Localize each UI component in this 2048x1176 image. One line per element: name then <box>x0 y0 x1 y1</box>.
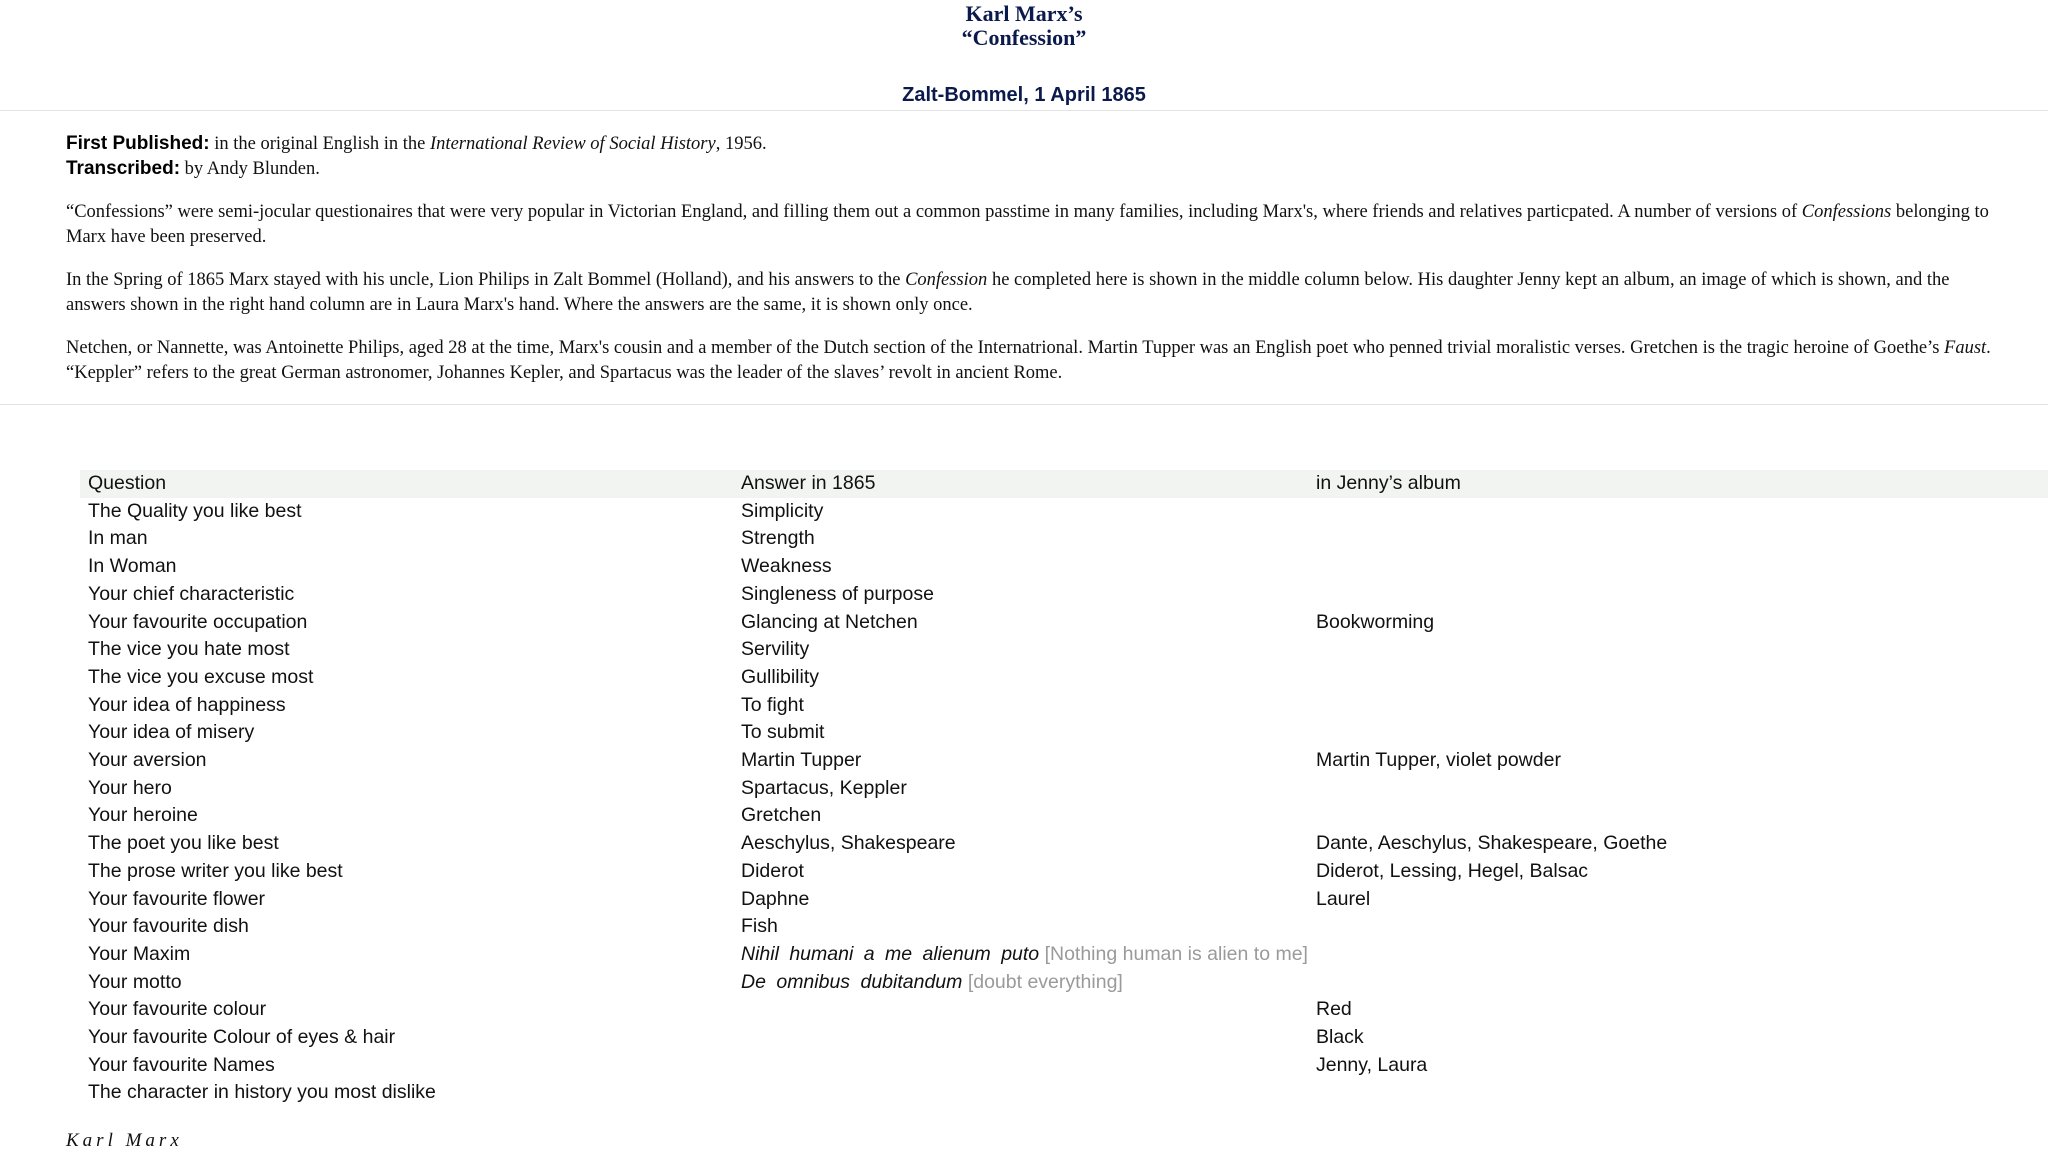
p2-text-c: he completed here is shown in the middle column below. His daughter Jenny kept an album, an image of which is shown, and the answers shown in the right hand column are in Laura Marx's hand. Where the answers are the same, it is shown only once. <box>66 270 1950 315</box>
question-cell: Your favourite occupation <box>88 610 308 633</box>
question-cell: Your aversion <box>88 749 207 772</box>
publication-info <box>66 131 2004 181</box>
author-signature: Karl Marx <box>66 1130 183 1151</box>
p1-text-a: “Confessions” were semi-jocular questionaires that were very popular in Victorian England, and filling them out a common passtime in many families, including Marx's, where friends and relatives particpated. A number of versions of <box>66 202 1798 222</box>
column-header-album: in Jenny’s album <box>1315 472 1461 494</box>
first-published-pre: in the original English in the <box>214 134 426 154</box>
answer-cell: Fish <box>741 915 778 938</box>
answer-cell: Weakness <box>741 555 832 578</box>
title-line-1: Karl Marx’s <box>965 1 1083 26</box>
answer-cell: To submit <box>741 721 825 744</box>
table-row <box>80 996 2048 1024</box>
question-cell: Your Maxim <box>88 942 191 965</box>
p2-text-b: Confession <box>905 270 988 290</box>
table-row <box>80 858 2048 886</box>
p3-text-a: Netchen, or Nannette, was Antoinette Philips, aged 28 at the time, Marx's cousin and a member of the Dutch section of the Internatrional. Martin Tupper was an English poet who penned trivial moralistic verses. Gretchen is the tragic heroine of Goethe’s <box>66 338 1940 358</box>
album-cell <box>1308 636 2048 664</box>
answer-cell: Strength <box>741 527 815 550</box>
question-cell: Your heroine <box>88 804 198 827</box>
table-row <box>80 1024 2048 1052</box>
album-cell: Black <box>1315 1026 1364 1049</box>
first-published-label: First Published: <box>66 133 210 154</box>
intro-section <box>0 111 2048 386</box>
maxim-translation: [Nothing human is alien to me] <box>1044 942 1308 965</box>
journal-title: International Review of Social History <box>430 134 716 154</box>
question-cell: Your favourite flower <box>88 887 266 910</box>
first-published-line <box>66 131 2004 156</box>
album-cell <box>1308 664 2048 692</box>
column-header-answer: Answer in 1865 <box>741 472 876 494</box>
intro-paragraph-1 <box>66 200 2004 250</box>
answer-cell: Simplicity <box>741 499 824 522</box>
table-row <box>80 747 2048 775</box>
question-cell: The vice you hate most <box>88 638 290 661</box>
dateline: Zalt-Bommel, 1 April 1865 <box>902 84 1146 106</box>
column-header-question: Question <box>88 472 167 494</box>
table-row <box>80 525 2048 553</box>
question-cell: The vice you excuse most <box>88 665 314 688</box>
question-cell: Your favourite Colour of eyes & hair <box>88 1026 396 1049</box>
table-row <box>80 1079 2048 1107</box>
table-row <box>80 581 2048 609</box>
album-cell: Diderot, Lessing, Hegel, Balsac <box>1315 859 1589 882</box>
table-row <box>80 692 2048 720</box>
album-cell: Jenny, Laura <box>1315 1053 1428 1076</box>
question-cell: In Woman <box>88 555 177 578</box>
album-cell <box>1308 802 2048 830</box>
latin-motto: De omnibus dubitandum <box>741 970 963 993</box>
album-cell <box>1308 969 2048 997</box>
answer-cell <box>733 1079 1308 1107</box>
question-cell: Your favourite dish <box>88 915 249 938</box>
album-cell <box>1308 692 2048 720</box>
answer-cell: Gretchen <box>741 804 822 827</box>
table-row <box>80 664 2048 692</box>
p3-text-c: . “Keppler” refers to the great German astronomer, Johannes Kepler, and Spartacus was the leader of the slaves’ revolt in ancient Rome. <box>66 338 1991 383</box>
album-cell <box>1308 581 2048 609</box>
question-cell: Your idea of misery <box>88 721 255 744</box>
divider <box>0 404 2048 405</box>
table-row <box>80 802 2048 830</box>
album-cell <box>1308 775 2048 803</box>
table-row <box>80 1052 2048 1080</box>
album-cell <box>1308 553 2048 581</box>
table-row <box>80 913 2048 941</box>
intro-paragraph-3 <box>66 336 2004 386</box>
answer-cell <box>733 969 1308 997</box>
album-cell: Red <box>1315 998 1352 1021</box>
album-cell: Martin Tupper, violet powder <box>1315 749 1561 772</box>
question-cell: Your favourite colour <box>88 998 267 1021</box>
p1-text-c: belonging to Marx have been preserved. <box>66 202 1989 247</box>
album-cell: Laurel <box>1315 887 1371 910</box>
album-cell <box>1308 719 2048 747</box>
question-cell: The poet you like best <box>88 832 279 855</box>
p3-text-b: Faust <box>1944 338 1987 358</box>
album-cell: Dante, Aeschylus, Shakespeare, Goethe <box>1315 832 1668 855</box>
album-cell: Bookworming <box>1315 610 1435 633</box>
answer-cell: Daphne <box>741 887 810 910</box>
table-row <box>80 498 2048 526</box>
table-row <box>80 941 2048 969</box>
confession-table <box>80 470 2048 1107</box>
question-cell: Your favourite Names <box>88 1053 275 1076</box>
answer-cell: Spartacus, Keppler <box>741 776 907 799</box>
question-cell: Your motto <box>88 970 182 993</box>
transcribed-label: Transcribed: <box>66 158 181 179</box>
answer-cell <box>733 1024 1308 1052</box>
table-row <box>80 636 2048 664</box>
table-row <box>80 719 2048 747</box>
table-row <box>80 553 2048 581</box>
intro-paragraph-2 <box>66 268 2004 318</box>
page-title <box>0 2 2048 50</box>
answer-cell: Martin Tupper <box>741 749 862 772</box>
p1-text-b: Confessions <box>1801 202 1892 222</box>
answer-cell: Gullibility <box>741 665 820 688</box>
question-cell: Your idea of happiness <box>88 693 286 716</box>
album-cell <box>1308 1079 2048 1107</box>
transcribed-line <box>66 156 2004 181</box>
p2-text-a: In the Spring of 1865 Marx stayed with his uncle, Lion Philips in Zalt Bommel (Holland), and his answers to the <box>66 270 901 290</box>
latin-maxim: Nihil humani a me alienum puto <box>741 942 1040 965</box>
album-cell <box>1308 941 2048 969</box>
title-line-2: “Confession” <box>961 25 1087 50</box>
question-cell: In man <box>88 527 148 550</box>
question-cell: The character in history you most dislike <box>88 1081 436 1104</box>
answer-cell: Diderot <box>741 859 804 882</box>
transcribed-text: by Andy Blunden. <box>184 159 320 179</box>
answer-cell: To fight <box>741 693 804 716</box>
table-row <box>80 886 2048 914</box>
answer-cell: Servility <box>741 638 810 661</box>
album-cell <box>1308 913 2048 941</box>
table-header-row <box>80 470 2048 498</box>
answer-cell: Singleness of purpose <box>741 582 934 605</box>
album-cell <box>1308 498 2048 526</box>
answer-cell <box>733 1052 1308 1080</box>
answer-cell <box>733 941 1308 969</box>
table-row <box>80 969 2048 997</box>
page-header <box>0 0 2048 110</box>
question-cell: Your chief characteristic <box>88 582 295 605</box>
question-cell: Your hero <box>88 776 172 799</box>
table-row <box>80 830 2048 858</box>
question-cell: The Quality you like best <box>88 499 302 522</box>
answer-cell <box>733 996 1308 1024</box>
first-published-post: , 1956. <box>715 134 767 154</box>
answer-cell: Glancing at Netchen <box>741 610 918 633</box>
table-row <box>80 775 2048 803</box>
table-row <box>80 609 2048 637</box>
answer-cell: Aeschylus, Shakespeare <box>741 832 956 855</box>
album-cell <box>1308 525 2048 553</box>
motto-translation: [doubt everything] <box>967 970 1123 993</box>
question-cell: The prose writer you like best <box>88 859 343 882</box>
